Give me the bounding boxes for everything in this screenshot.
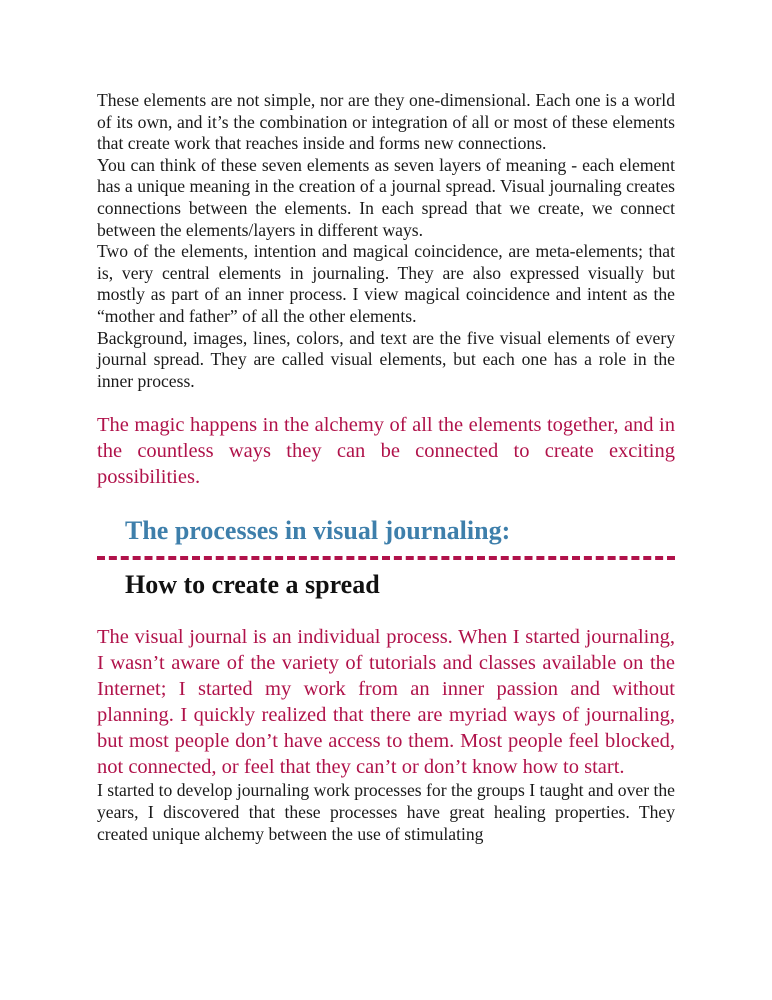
highlighted-paragraph: The magic happens in the alchemy of all the elements together, and in the countless ways they can be connected to create exciting possibilities. [97, 414, 675, 489]
dashed-divider [97, 556, 675, 560]
body-paragraph: I started to develop journaling work processes for the groups I taught and over the years, I discovered that these processes have great healing properties. They created unique alchemy between the use of stimulating [97, 780, 675, 844]
body-paragraph: Background, images, lines, colors, and text are the five visual elements of every journal spread. They are called visual elements, but each one has a role in the inner process. [97, 327, 675, 391]
body-paragraph: Two of the elements, intention and magical coincidence, are meta-elements; that is, very central elements in journaling. They are also expressed visually but mostly as part of an inner process. I view magical coincidence and intent as the “mother and father” of all the other elements. [97, 241, 675, 326]
section-heading: The processes in visual journaling: [125, 516, 511, 546]
body-paragraph: You can think of these seven elements as seven layers of meaning - each element has a unique meaning in the creation of a journal spread. Visual journaling creates connections between the elements. In each spread that we create, we connect between the elements/layers in different ways. [97, 154, 675, 240]
document-page [97, 90, 675, 845]
sub-heading: How to create a spread [125, 570, 380, 600]
highlighted-paragraph: The visual journal is an individual process. When I started journaling, I wasn’t aware of the variety of tutorials and classes available on the Internet; I started my work from an inner passion and without planning. I quickly realized that there are myriad ways of journaling, but most people don’t have access to them. Most people feel blocked, not connected, or feel that they can’t or don’t know how to start. [97, 626, 675, 779]
body-paragraph: These elements are not simple, nor are they one-dimensional. Each one is a world of its own, and it’s the combination or integration of all or most of these elements that create work that reaches inside and forms new connections. [97, 90, 675, 154]
